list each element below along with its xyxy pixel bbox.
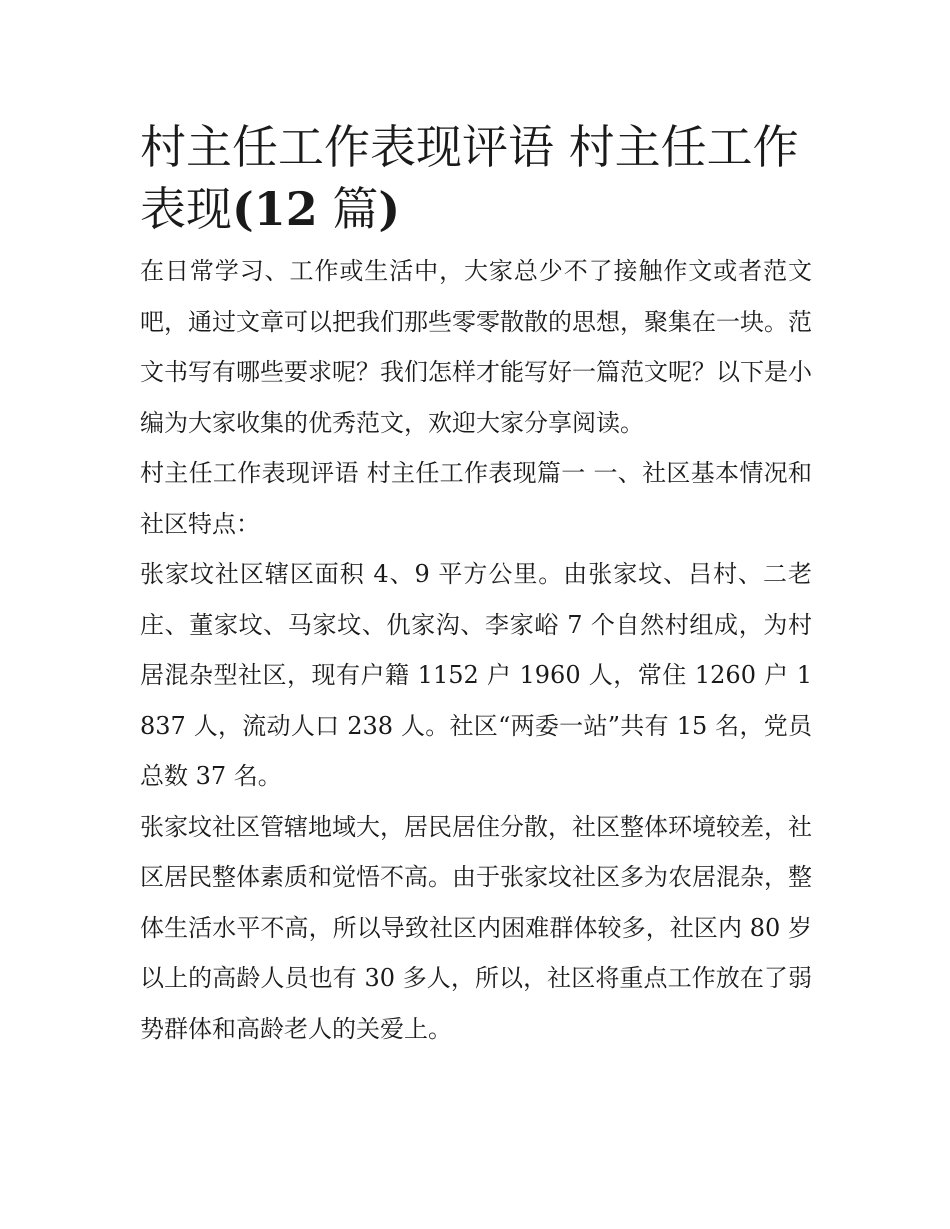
paragraph-intro: 在日常学习、工作或生活中，大家总少不了接触作文或者范文吧，通过文章可以把我们那些零零散散的思想，聚集在一块。范文书写有哪些要求呢？我们怎样才能写好一篇范文呢？以下是小编为大家收集的优秀范文，欢迎大家分享阅读。 xyxy=(140,257,812,437)
document-body xyxy=(140,116,812,1054)
document-title: 村主任工作表现评语 村主任工作表现(12 篇) xyxy=(140,120,799,236)
paragraph-community-overview: 张家坟社区辖区面积 4、9 平方公里。由张家坟、吕村、二老庄、董家坟、马家坟、仇家沟、李家峪 7 个自然村组成，为村居混杂型社区，现有户籍 1152 户 1960 人，常住 1260 户 1837 人，流动人口 238 人。社区“两委一站”共有 15 名，党员总数 37 名。 xyxy=(140,560,812,790)
paragraph-section-heading: 村主任工作表现评语 村主任工作表现篇一 一、社区基本情况和社区特点： xyxy=(140,459,812,538)
paragraph-community-features: 张家坟社区管辖地域大，居民居住分散，社区整体环境较差，社区居民整体素质和觉悟不高。由于张家坟社区多为农居混杂，整体生活水平不高，所以导致社区内困难群体较多，社区内 80 岁以上的高龄人员也有 30 多人，所以，社区将重点工作放在了弱势群体和高龄老人的关爱上。 xyxy=(140,812,812,1043)
